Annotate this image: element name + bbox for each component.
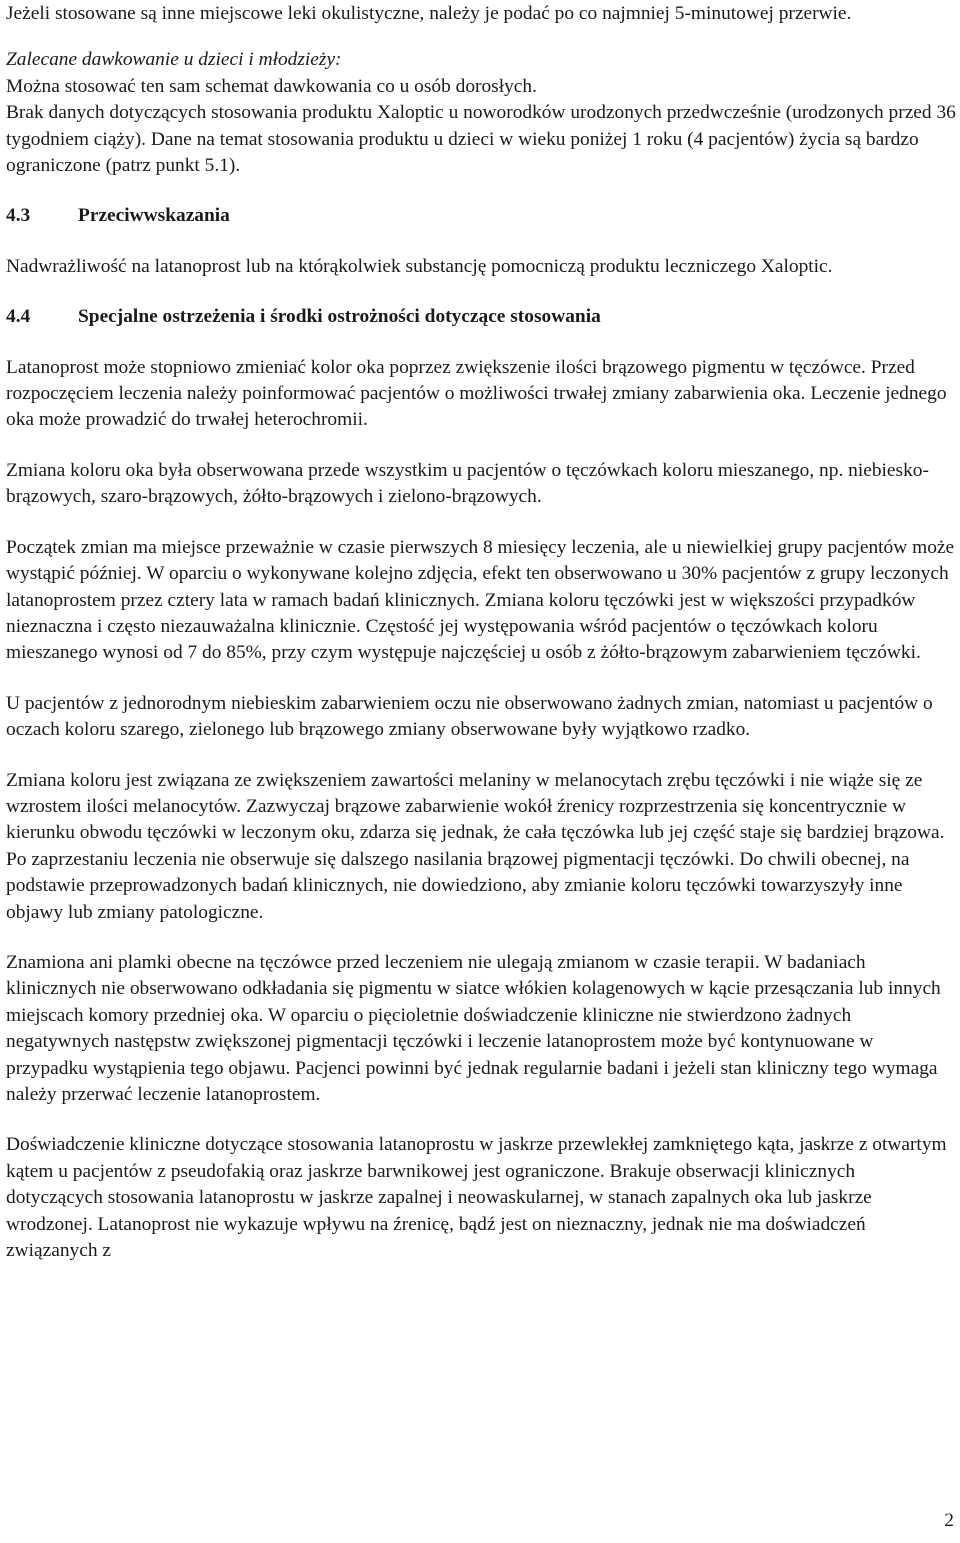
page-number: 2	[944, 1510, 954, 1531]
warnings-paragraph-2: Zmiana koloru oka była obserwowana przede wszystkim u pacjentów o tęczówkach koloru mieszanego, np. niebiesko-brązowych, szaro-brązowych, żółto-brązowych i zielono-brązowych.	[6, 459, 929, 508]
warnings-paragraph-1: Latanoprost może stopniowo zmieniać kolor oka poprzez zwiększenie ilości brązowego pigmentu w tęczówce. Przed rozpoczęciem leczenia należy poinformować pacjentów o możliwości trwałej zmiany zabarwienia oka. Leczenie jednego oka może prowadzić do trwałej heterochromii.	[6, 356, 947, 431]
section-4-3-heading	[6, 203, 956, 229]
document-page	[6, 0, 956, 1264]
pediatric-line-2: Brak danych dotyczących stosowania produktu Xaloptic u noworodków urodzonych przedwcześnie (urodzonych przed 36 tygodniem ciąży). Dane na temat stosowania produktu u dzieci w wieku poniżej 1 roku (4 pacjentów) życia są bardzo ograniczone (patrz punkt 5.1).	[6, 102, 956, 177]
pediatric-heading: Zalecane dawkowanie u dzieci i młodzieży:	[6, 49, 342, 71]
section-4-3-title: Przeciwwskazania	[78, 205, 230, 227]
section-4-3-number: 4.3	[6, 205, 31, 227]
section-4-4-number: 4.4	[6, 306, 31, 328]
intro-paragraph: Jeżeli stosowane są inne miejscowe leki okulistyczne, należy je podać po co najmniej 5-minutowej przerwie.	[6, 3, 852, 24]
warnings-paragraph-5: Zmiana koloru jest związana ze zwiększeniem zawartości melaniny w melanocytach zrębu tęczówki i nie wiąże się ze wzrostem ilości melanocytów. Zazwyczaj brązowe zabarwienie wokół źrenicy rozprzestrzenia się koncentrycznie w kierunku obwodu tęczówki w leczonym oku, zdarza się jednak, że cała tęczówka lub jej część staje się bardziej brązowa. Po zaprzestaniu leczenia nie obserwuje się dalszego nasilania brązowej pigmentacji tęczówki. Do chwili obecnej, na podstawie przeprowadzonych badań klinicznych, nie dowiedziono, aby zmianie koloru tęczówki towarzyszyły inne objawy lub zmiany patologiczne.	[6, 769, 945, 923]
section-4-4-title: Specjalne ostrzeżenia i środki ostrożności dotyczące stosowania	[78, 306, 601, 328]
contraindications-paragraph: Nadwrażliwość na latanoprost lub na którąkolwiek substancję pomocniczą produktu leczniczego Xaloptic.	[6, 255, 833, 277]
warnings-paragraph-6: Znamiona ani plamki obecne na tęczówce przed leczeniem nie ulegają zmianom w czasie terapii. W badaniach klinicznych nie obserwowano odkładania się pigmentu w siatce włókien kolagenowych w kącie przesączania lub innych miejscach komory przedniej oka. W oparciu o pięcioletnie doświadczenie kliniczne nie stwierdzono żadnych negatywnych następstw zwiększonej pigmentacji tęczówki i leczenie latanoprostem może być kontynuowane w przypadku wystąpienia tego objawu. Pacjenci powinni być jednak regularnie badani i jeżeli stan kliniczny tego wymaga należy przerwać leczenie latanoprostem.	[6, 951, 941, 1105]
warnings-paragraph-7: Doświadczenie kliniczne dotyczące stosowania latanoprostu w jaskrze przewlekłej zamkniętego kąta, jaskrze z otwartym kątem u pacjentów z pseudofakią oraz jaskrze barwnikowej jest ograniczone. Brakuje obserwacji klinicznych dotyczących stosowania latanoprostu w jaskrze zapalnej i neowaskularnej, w stanach zapalnych oka lub jaskrze wrodzonej. Latanoprost nie wykazuje wpływu na źrenicę, bądź jest on nieznaczny, jednak nie ma doświadczeń związanych z	[6, 1134, 947, 1262]
warnings-paragraph-4: U pacjentów z jednorodnym niebieskim zabarwieniem oczu nie obserwowano żadnych zmian, natomiast u pacjentów o oczach koloru szarego, zielonego lub brązowego zmiany obserwowane były wyjątkowo rzadko.	[6, 692, 933, 741]
section-4-4-heading	[6, 304, 956, 330]
warnings-paragraph-3: Początek zmian ma miejsce przeważnie w czasie pierwszych 8 miesięcy leczenia, ale u niewielkiej grupy pacjentów może wystąpić później. W oparciu o wykonywane kolejno zdjęcia, efekt ten obserwowano u 30% pacjentów z grupy leczonych latanoprostem przez cztery lata w ramach badań klinicznych. Zmiana koloru tęczówki jest w większości przypadków nieznaczna i często niezauważalna klinicznie. Częstość jej występowania wśród pacjentów o tęczówkach koloru mieszanego wynosi od 7 do 85%, przy czym występuje najczęściej u osób z żółto-brązowym zabarwieniem tęczówki.	[6, 536, 955, 664]
pediatric-line-1: Można stosować ten sam schemat dawkowania co u osób dorosłych.	[6, 75, 537, 97]
